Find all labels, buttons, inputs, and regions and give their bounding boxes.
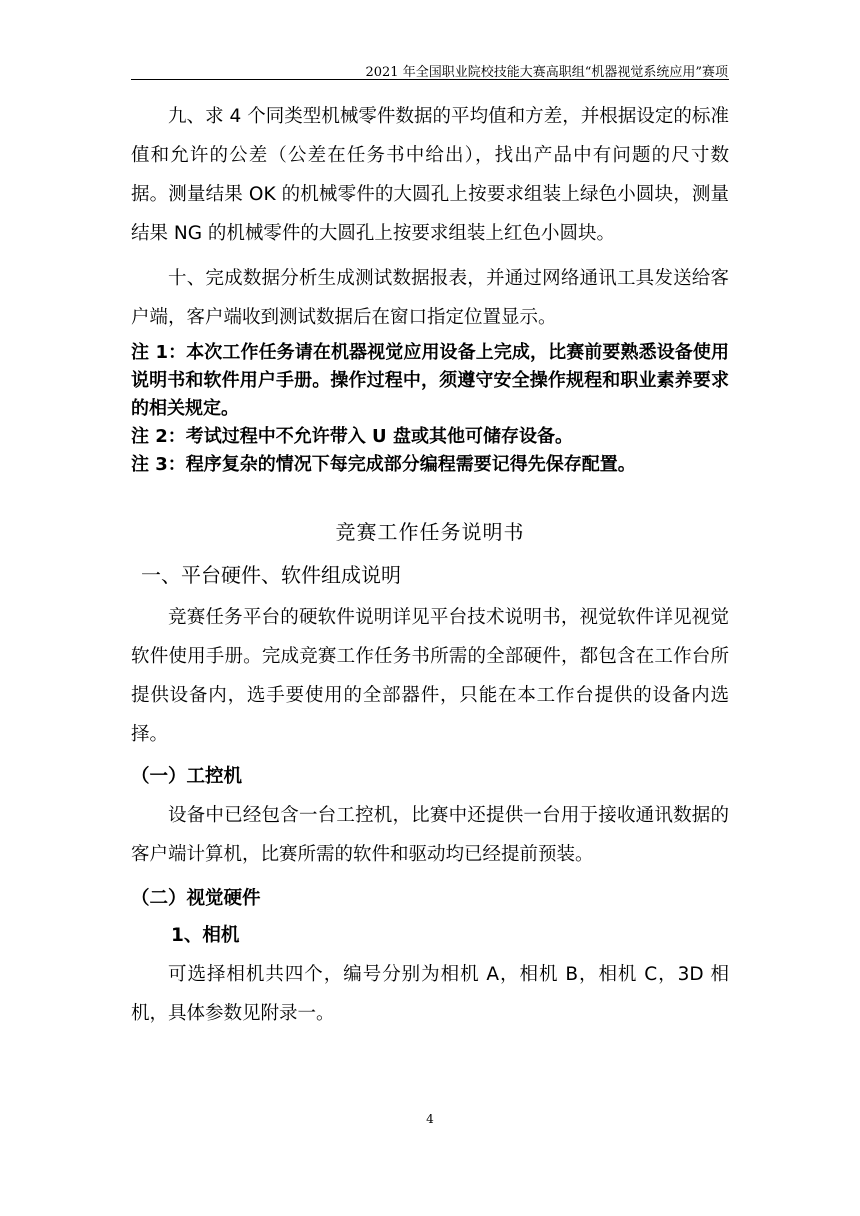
document-title: 竞赛工作任务说明书 bbox=[335, 520, 525, 544]
subsection-camera-text: 可选择相机共四个，编号分别为相机 A，相机 B，相机 C，3D 相机，具体参数见附录一。 bbox=[131, 964, 729, 1024]
note-2: 注 2：考试过程中不允许带入 U 盘或其他可储存设备。 bbox=[131, 426, 573, 447]
subsection-heading-vision-hardware: （二）视觉硬件 bbox=[131, 888, 261, 909]
page-content bbox=[131, 97, 729, 1033]
subsection-heading-camera: 1、相机 bbox=[171, 925, 240, 946]
subsection-ipc-text: 设备中已经包含一台工控机，比赛中还提供一台用于接收通讯数据的客户端计算机，比赛所需的软件和驱动均已经提前预装。 bbox=[131, 805, 729, 865]
note-1: 注 1：本次工作任务请在机器视觉应用设备上完成，比赛前要熟悉设备使用说明书和软件用户手册。操作过程中，须遵守安全操作规程和职业素养要求的相关规定。 bbox=[131, 342, 729, 419]
section-heading-1: 一、平台硬件、软件组成说明 bbox=[141, 563, 401, 587]
section-1-intro: 竞赛任务平台的硬软件说明详见平台技术说明书，视觉软件详见视觉软件使用手册。完成竞赛工作任务书所需的全部硬件，都包含在工作台所提供设备内，选手要使用的全部器件，只能在本工作台提供的设备内选择。 bbox=[131, 607, 729, 745]
header-divider bbox=[131, 79, 729, 80]
notes-block bbox=[131, 339, 729, 479]
paragraph-item-10: 十、完成数据分析生成测试数据报表，并通过网络通讯工具发送给客户端，客户端收到测试数据后在窗口指定位置显示。 bbox=[131, 268, 729, 328]
running-header: 2021 年全国职业院校技能大赛高职组“机器视觉系统应用”赛项 bbox=[365, 65, 728, 80]
subsection-heading-ipc: （一）工控机 bbox=[131, 766, 243, 787]
paragraph-item-9: 九、求 4 个同类型机械零件数据的平均值和方差，并根据设定的标准值和允许的公差（公差在任务书中给出），找出产品中有问题的尺寸数据。测量结果 OK 的机械零件的大圆孔上按要求组装上绿色小圆块，测量结果 NG 的机械零件的大圆孔上按要求组装上红色小圆块。 bbox=[131, 106, 729, 244]
note-3: 注 3：程序复杂的情况下每完成部分编程需要记得先保存配置。 bbox=[131, 454, 636, 475]
page-number: 4 bbox=[426, 1112, 434, 1126]
